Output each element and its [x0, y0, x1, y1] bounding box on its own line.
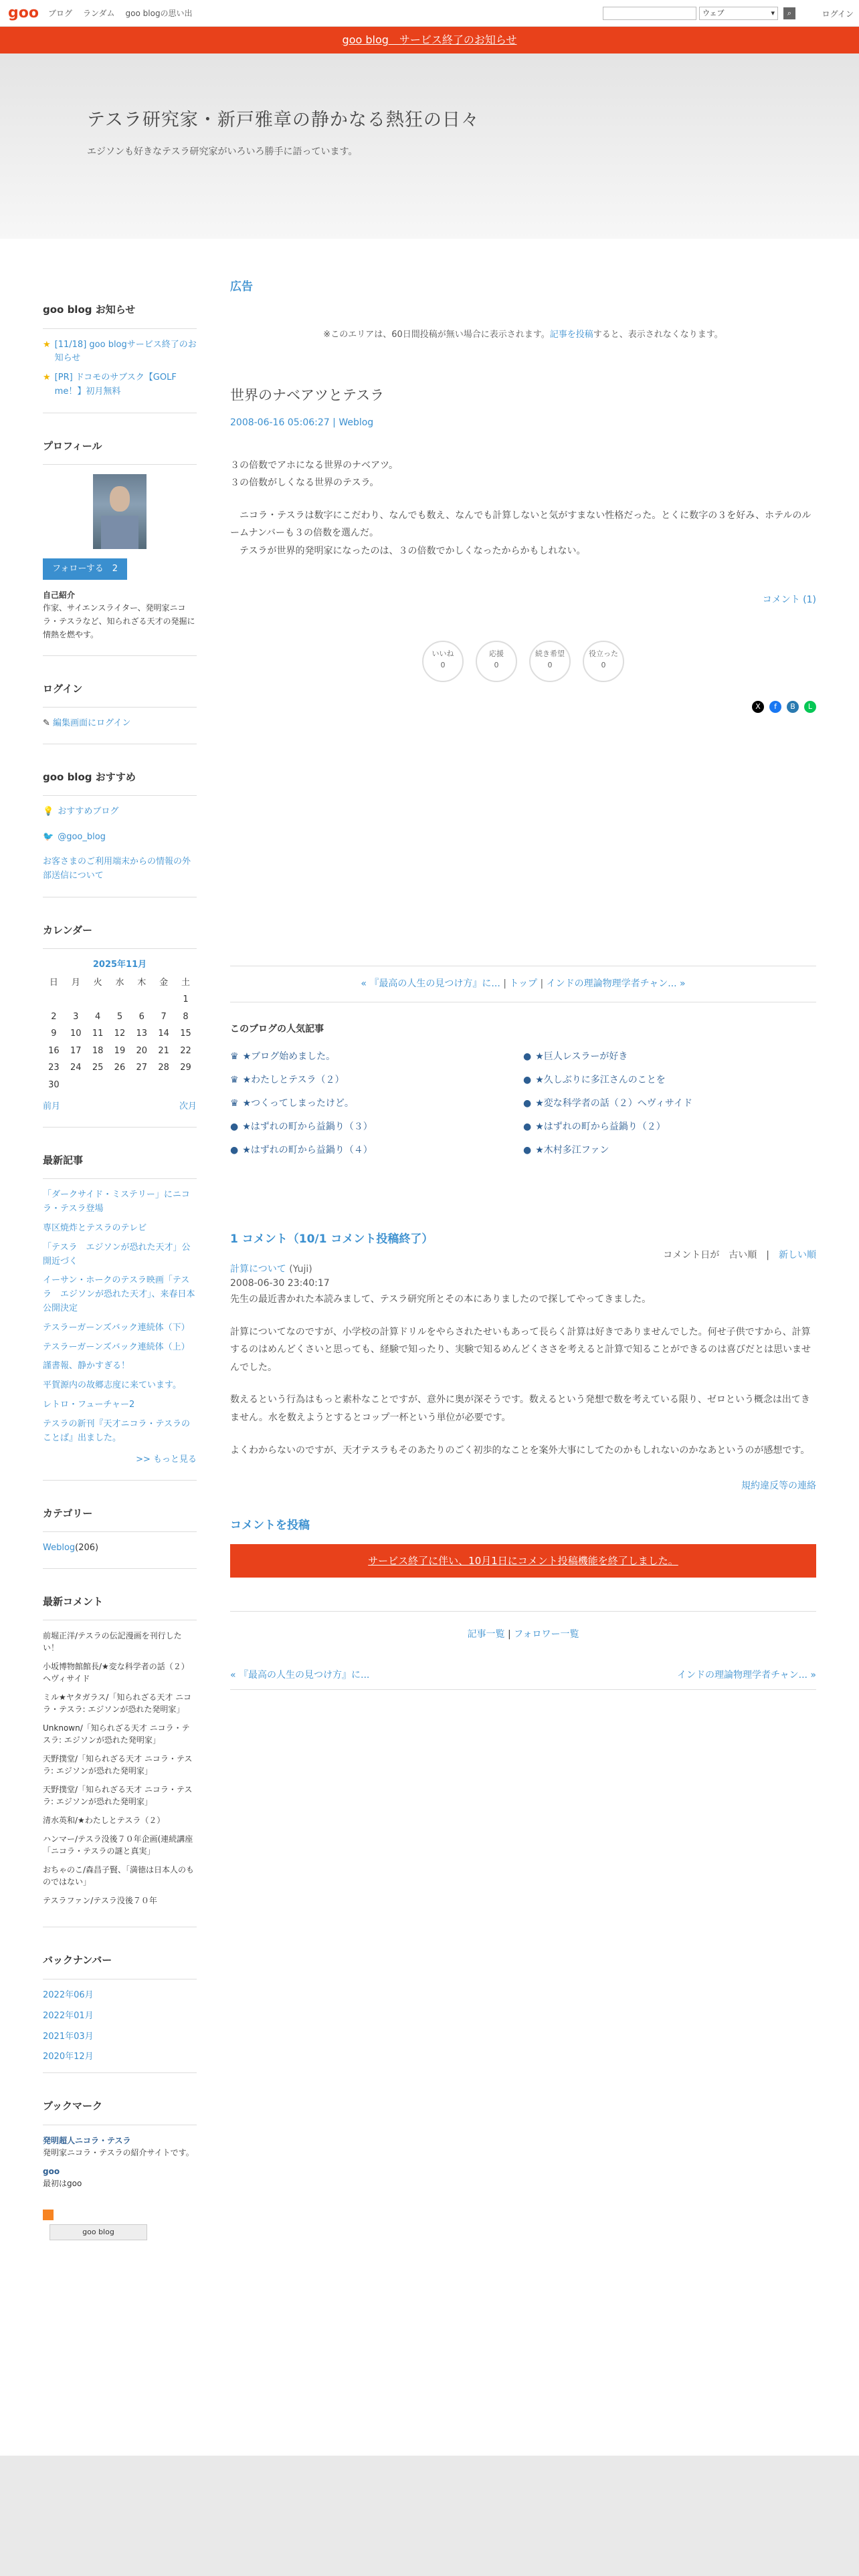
calendar-day	[65, 1077, 87, 1094]
share-buttons	[230, 701, 816, 713]
post-comment-title: コメントを投稿	[230, 1519, 310, 1533]
calendar-day: 6	[138, 1011, 145, 1022]
calendar-day: 8	[183, 1011, 189, 1022]
calendar-day	[175, 1077, 197, 1094]
reaction-label: 役立った	[589, 649, 618, 659]
calendar-day	[109, 991, 131, 1008]
circle-icon: ●	[230, 1121, 239, 1133]
calendar-day: 10	[70, 1029, 82, 1039]
calendar-day: 2	[51, 1011, 57, 1022]
popular-item[interactable]: ● ★久しぶりに多江さんのことを	[523, 1075, 666, 1086]
recent-block	[43, 1153, 197, 1481]
prev-entry-link[interactable]: « 『最高の人生の見つけ方』に...	[230, 1669, 370, 1681]
reaction-count: 0	[494, 660, 499, 669]
profile-block	[43, 439, 197, 656]
category-count: (206)	[75, 1543, 99, 1553]
privacy-link[interactable]: お客さまのご利用端末からの情報の外部送信について	[43, 857, 191, 881]
calendar-day	[87, 1077, 109, 1094]
recent-comment-item[interactable]: 小坂博物館館長/★変な科学者の話（２）ヘヴィサイド	[43, 1662, 189, 1684]
nav-random[interactable]: ランダム	[83, 8, 115, 18]
body-text: ３の倍数がしくなる世界のテスラ。	[230, 477, 379, 489]
profile-photo[interactable]	[93, 474, 147, 549]
recent-entry-link[interactable]: レトロ・フューチャー2	[43, 1400, 135, 1410]
calendar-weekday: 月	[71, 977, 80, 988]
recent-comment-item[interactable]: 前堀正洋/テスラの伝記漫画を刊行したい！	[43, 1631, 182, 1653]
next-entry-link[interactable]: インドの理論物理学者チャン... »	[546, 978, 686, 990]
circle-icon: ●	[523, 1121, 532, 1133]
popular-item[interactable]: ● ★はずれの町から益鍋り（３）	[230, 1121, 373, 1133]
reaction-label: いいね	[432, 649, 454, 659]
crown-icon: ♛	[230, 1051, 239, 1063]
calendar-day	[130, 991, 153, 1008]
calendar-day: 7	[161, 1011, 167, 1022]
calendar-day	[130, 1077, 153, 1094]
comments-heading: 1 コメント（10/1 コメント投稿終了）	[230, 1232, 434, 1247]
calendar-day: 12	[114, 1029, 126, 1039]
reaction-button[interactable]	[422, 641, 464, 682]
search-area	[603, 7, 795, 20]
calendar-day: 9	[51, 1029, 57, 1039]
calendar-day: 22	[180, 1045, 191, 1056]
calendar-day: 26	[114, 1063, 126, 1073]
recent-comment-item[interactable]: Unknown/「知られざる天才 ニコラ・テスラ: エジソンが恐れた発明家」	[43, 1723, 190, 1745]
calendar-title: カレンダー	[43, 923, 197, 950]
bookmark-desc: 発明家ニコラ・テスラの紹介サイトです。	[43, 2147, 194, 2157]
goo-logo[interactable]: goo	[8, 5, 39, 21]
calendar-day: 28	[158, 1063, 169, 1073]
post-article-link[interactable]: 記事を投稿	[549, 329, 593, 340]
circle-icon: ●	[523, 1075, 532, 1086]
backnumber-link[interactable]: 2021年03月	[43, 2031, 94, 2042]
news-block	[43, 302, 197, 413]
line-share-icon[interactable]: L	[804, 701, 816, 713]
hatena-share-icon[interactable]: B	[787, 701, 799, 713]
entry-date: 2008-06-16 05:06:27	[230, 417, 330, 428]
bookmark-desc: 最初はgoo	[43, 2178, 82, 2188]
calendar-day: 19	[114, 1045, 126, 1056]
recent-entry-link[interactable]: 謹書報、静かすぎる！	[43, 1361, 130, 1372]
comment-body	[230, 1291, 816, 1459]
recent-comment-item[interactable]: テスラファン/テスラ没後７０年	[43, 1896, 157, 1906]
body-text: ニコラ・テスラは数字にこだわり、なんでも数え、なんでも計算しないと気がすまない性格だった。とくに数字の３を好み、ホテルのルームナンバーも３の倍数を選んだ。	[230, 510, 812, 539]
twitter-icon: 🐦	[43, 831, 54, 842]
popular-title: このブログの人気記事	[230, 1024, 324, 1035]
news-item[interactable]: [PR] ドコモのサブスク【GOLF me！】初月無料	[54, 372, 177, 397]
page-navigation: « 『最高の人生の見つけ方』に... | トップ | インドの理論物理学者チャン... »	[230, 966, 816, 1002]
bookmark-link[interactable]: 発明超人ニコラ・テスラ	[43, 2135, 131, 2145]
recent-comment-item[interactable]: 清水英和/★わたしとテスラ（２）	[43, 1816, 165, 1826]
reaction-buttons	[230, 641, 816, 682]
comments-block	[43, 1594, 197, 1928]
service-end-notice	[0, 27, 859, 53]
reaction-label: 応援	[489, 649, 504, 659]
calendar-table	[43, 974, 197, 1094]
reaction-button[interactable]	[583, 641, 624, 682]
entry-meta: 2008-06-16 05:06:27 | Weblog	[230, 417, 374, 428]
comment-text: 数えるという行為はもっと素朴なことですが、意外に奥が深そうです。数えるという発想で数を考えている限り、ゼロという概念は出てきません。水を数えようとするとコップ一杯という単位が必要です。	[230, 1394, 810, 1423]
news-item[interactable]: [11/18] goo blogサービス終了のお知らせ	[54, 339, 197, 364]
body-text: テスラが世界的発明家になったのは、３の倍数でかしくなったからかもしれない。	[230, 545, 586, 556]
login-link[interactable]: ログイン	[822, 9, 854, 19]
comment-item	[230, 1263, 816, 1459]
popular-item[interactable]: ● ★変な科学者の話（２）ヘヴィサイド	[523, 1098, 692, 1109]
pencil-icon: ✎	[43, 718, 50, 729]
calendar-day	[87, 991, 109, 1008]
crown-icon: ♛	[230, 1075, 239, 1086]
calendar-weekday: 日	[49, 977, 58, 988]
calendar-weekday: 土	[181, 977, 191, 988]
bookmark-block	[43, 2099, 197, 2240]
comment-date: 2008-06-30 23:40:17	[230, 1277, 330, 1289]
list-links: 記事一覧 | フォロワー一覧	[230, 1611, 816, 1642]
report-link[interactable]: 規約違反等の連絡	[741, 1481, 816, 1492]
follow-button[interactable]: フォローする 2	[43, 558, 127, 580]
reaction-button[interactable]	[529, 641, 571, 682]
sort-bar: コメント日が 古い順 | 新しい順	[663, 1249, 816, 1261]
calendar-day: 23	[48, 1063, 60, 1073]
backnumber-list	[43, 1989, 197, 2064]
recent-comment-item[interactable]: 天野撲堂/「知られざる天才 ニコラ・テスラ: エジソンが恐れた発明家」	[43, 1754, 193, 1776]
search-input[interactable]	[603, 7, 696, 20]
calendar-day: 5	[116, 1011, 123, 1022]
backnumber-link[interactable]: 2022年06月	[43, 1990, 94, 2000]
calendar-day: 16	[48, 1045, 60, 1056]
bookmark-title: ブックマーク	[43, 2099, 197, 2125]
calendar-prev[interactable]: 前月	[43, 1101, 61, 1112]
recent-comment-item[interactable]: ハンマー/テスラ没後７０年企画(連続講座「ニコラ・テスラの謎と真実」	[43, 1834, 193, 1856]
recent-entry-link[interactable]: 平賀源内の故郷志度に来ています。	[43, 1380, 181, 1391]
entry-body	[230, 457, 816, 560]
recent-list	[43, 1188, 197, 1445]
backnumber-title: バックナンバー	[43, 1953, 197, 1979]
comments-title: 最新コメント	[43, 1594, 197, 1621]
calendar-day: 18	[92, 1045, 104, 1056]
nav-blog[interactable]: ブログ	[47, 8, 72, 18]
popular-item[interactable]: ● ★はずれの町から益鍋り（４）	[230, 1145, 373, 1156]
calendar-weekday: 水	[115, 977, 124, 988]
popular-item[interactable]: ♛ ★わたしとテスラ（２）	[230, 1075, 345, 1086]
login-title: ログイン	[43, 681, 197, 708]
prev-entry-link[interactable]: « 『最高の人生の見つけ方』に...	[361, 978, 500, 990]
next-entry-link[interactable]: インドの理論物理学者チャン... »	[677, 1669, 816, 1681]
reaction-count: 0	[601, 660, 606, 669]
comment-count-link[interactable]: コメント (1)	[762, 595, 816, 606]
more-link[interactable]: >> もっと見る	[136, 1455, 197, 1465]
circle-icon: ●	[523, 1145, 532, 1156]
comment-title[interactable]: 計算について	[230, 1263, 286, 1275]
recent-entry-link[interactable]: 「ダークサイド・ミステリー」にニコラ・テスラ登場	[43, 1190, 190, 1214]
calendar-day	[109, 1077, 131, 1094]
crown-icon: ♛	[230, 1098, 239, 1109]
bottom-nav	[230, 1655, 816, 1690]
intro-title: 自己紹介	[43, 590, 76, 600]
recent-entry-link[interactable]: 「テスラ エジソンが恐れた天才」公開近づく	[43, 1242, 191, 1267]
goo-blog-badge[interactable]: goo blog	[50, 2224, 147, 2240]
ad-title: 広告	[230, 280, 253, 294]
profile-title: プロフィール	[43, 439, 197, 465]
entry-category[interactable]: Weblog	[339, 417, 374, 428]
backnumber-block	[43, 1953, 197, 2073]
nav-memories[interactable]: goo blogの思い出	[125, 8, 193, 18]
calendar-day	[65, 991, 87, 1008]
comment-author: (Yuji)	[289, 1263, 312, 1275]
edit-login-link[interactable]: 編集画面にログイン	[53, 718, 131, 729]
popular-item[interactable]: ● ★巨人レスラーが好き	[523, 1051, 628, 1063]
reaction-count: 0	[547, 660, 553, 669]
top-bar	[0, 0, 859, 27]
calendar-block	[43, 923, 197, 1128]
follow-count: 2	[112, 564, 118, 574]
calendar-weekday: 木	[137, 977, 147, 988]
reaction-count: 0	[440, 660, 446, 669]
content-wrap	[0, 239, 859, 2516]
comment-text: よくわからないのですが、天才テスラもそのあたりのごく初歩的なことを案外大事にしてたのかもしれないのかなあというのが感想です。	[230, 1444, 810, 1456]
facebook-share-icon[interactable]: f	[769, 701, 781, 713]
follower-list-link[interactable]: フォロワー一覧	[514, 1628, 579, 1640]
login-block	[43, 681, 197, 744]
circle-icon: ●	[230, 1145, 239, 1156]
calendar-day: 25	[92, 1063, 104, 1073]
news-title: goo blog お知らせ	[43, 302, 197, 329]
calendar-weekday: 金	[159, 977, 169, 988]
calendar-day: 3	[73, 1011, 79, 1022]
recent-comment-item[interactable]: おちゃのこ/森昌子賢、「満徳は日本人のものではない」	[43, 1865, 195, 1887]
category-title: カテゴリー	[43, 1506, 197, 1533]
calendar-day	[153, 991, 175, 1008]
recent-comment-item[interactable]: ミル★ヤタガラス/「知られざる天才 ニコラ・テスラ: エジソンが恐れた発明家」	[43, 1693, 192, 1715]
blog-header	[0, 53, 859, 239]
recent-comment-item[interactable]: 天野撲堂/「知られざる天才 ニコラ・テスラ: エジソンが恐れた発明家」	[43, 1785, 193, 1807]
calendar-day: 29	[180, 1063, 191, 1073]
calendar-day	[43, 991, 65, 1008]
sort-old[interactable]: 古い順	[729, 1249, 757, 1261]
popular-item[interactable]: ● ★木村多江ファン	[523, 1145, 609, 1156]
category-link[interactable]: Weblog	[43, 1543, 76, 1553]
recommend-title: goo blog おすすめ	[43, 770, 197, 796]
chevron-down-icon: ▾	[771, 9, 775, 17]
circle-icon: ●	[523, 1051, 532, 1063]
calendar-day: 30	[48, 1079, 60, 1090]
reaction-button[interactable]	[476, 641, 517, 682]
entry-title[interactable]: 世界のナベアツとテスラ	[230, 387, 385, 403]
blog-description: エジソンも好きなテスラ研究家がいろいろ勝手に語っています。	[87, 146, 358, 157]
rss-icon[interactable]	[43, 2210, 54, 2220]
recent-entry-link[interactable]: テスラーガーンズバック連続体（下）	[43, 1322, 190, 1333]
recent-entry-link[interactable]: テスラの新刊『天才ニコラ・テスラのことば』出ました。	[43, 1418, 190, 1443]
calendar-next[interactable]: 次月	[179, 1101, 197, 1112]
popular-grid	[230, 1050, 816, 1158]
backnumber-link[interactable]: 2022年01月	[43, 2010, 94, 2021]
recommend-block	[43, 770, 197, 897]
main-content	[230, 279, 816, 1690]
sidebar	[43, 302, 197, 2240]
circle-icon: ●	[523, 1098, 532, 1109]
goo-blog-twitter-link[interactable]: @goo_blog	[58, 831, 106, 842]
reaction-label: 続き希望	[535, 649, 565, 659]
calendar-day: 11	[92, 1029, 104, 1039]
calendar-day: 15	[180, 1029, 191, 1039]
recent-entry-link[interactable]: 専区焼炸とテスラのテレビ	[43, 1223, 147, 1234]
recent-entry-link[interactable]: テスラーガーンズバック連続体（上）	[43, 1341, 190, 1352]
top-link[interactable]: トップ	[509, 978, 537, 990]
category-block	[43, 1506, 197, 1569]
bulb-icon: 💡	[43, 807, 54, 817]
comment-text: 計算についてなのですが、小学校の計算ドリルをやらされたせいもあって長らく計算は好きでありませんでした。何せ子供ですから、計算するのはめんどくさいと思っても、経験で知ったり、実験で知るめんどくささを考えると計算で知ることができるのは喜びだとは思いませんでした。	[230, 1326, 811, 1373]
calendar-day: 21	[158, 1045, 169, 1056]
x-share-icon[interactable]: X	[752, 701, 764, 713]
calendar-day: 17	[70, 1045, 82, 1056]
entry-list-link[interactable]: 記事一覧	[467, 1628, 505, 1640]
recent-comments-list	[43, 1630, 197, 1907]
post-comment-ended-button[interactable]: サービス終了に伴い、10月1日にコメント投稿機能を終了しました。	[230, 1544, 816, 1578]
calendar-day	[153, 1077, 175, 1094]
blog-title[interactable]: テスラ研究家・新戸雅章の静かなる熱狂の日々	[87, 110, 480, 130]
star-icon: ★	[43, 372, 51, 383]
recent-title: 最新記事	[43, 1153, 197, 1180]
intro-text: 作家、サイエンスライター、発明家ニコラ・テスラなど、知られざる天才の発掘に情熱を燃やす。	[43, 603, 195, 640]
search-scope-select[interactable]: ウェブ ▾	[699, 7, 778, 20]
calendar-day: 20	[136, 1045, 148, 1056]
calendar-day: 27	[136, 1063, 148, 1073]
bookmark-link[interactable]: goo	[43, 2166, 60, 2176]
comment-text: 先生の最近書かれた本読みまして、テスラ研究所とその本にありましたので探してやってきました。	[230, 1293, 652, 1305]
popular-item[interactable]: ● ★はずれの町から益鍋り（２）	[523, 1121, 666, 1133]
calendar-day: 13	[136, 1029, 148, 1039]
recommend-blog-link[interactable]: おすすめブログ	[58, 807, 119, 817]
search-icon[interactable]: ⌕	[783, 7, 795, 19]
recent-entry-link[interactable]: イーサン・ホークのテスラ映画「テスラ エジソンが恐れた天才」、来春日本公開決定	[43, 1275, 195, 1314]
calendar-weekday: 火	[93, 977, 102, 988]
body-text: ３の倍数でアホになる世界のナベアツ。	[230, 459, 399, 471]
ad-notice: ※このエリアは、60日間投稿が無い場合に表示されます。記事を投稿すると、表示されなくなります。	[323, 329, 723, 340]
calendar-day: 1	[183, 994, 189, 1005]
popular-item[interactable]: ♛ ★つくってしまったけど。	[230, 1098, 354, 1109]
sort-new[interactable]: 新しい順	[779, 1249, 816, 1261]
popular-item[interactable]: ♛ ★ブログ始めました。	[230, 1051, 336, 1063]
calendar-day: 4	[94, 1011, 101, 1022]
star-icon: ★	[43, 339, 51, 350]
service-end-link[interactable]: goo blog サービス終了のお知らせ	[342, 33, 517, 46]
backnumber-link[interactable]: 2020年12月	[43, 2052, 94, 2062]
calendar-day: 24	[70, 1063, 82, 1073]
calendar-month: 2025年11月	[92, 960, 147, 970]
calendar-day: 14	[158, 1029, 169, 1039]
